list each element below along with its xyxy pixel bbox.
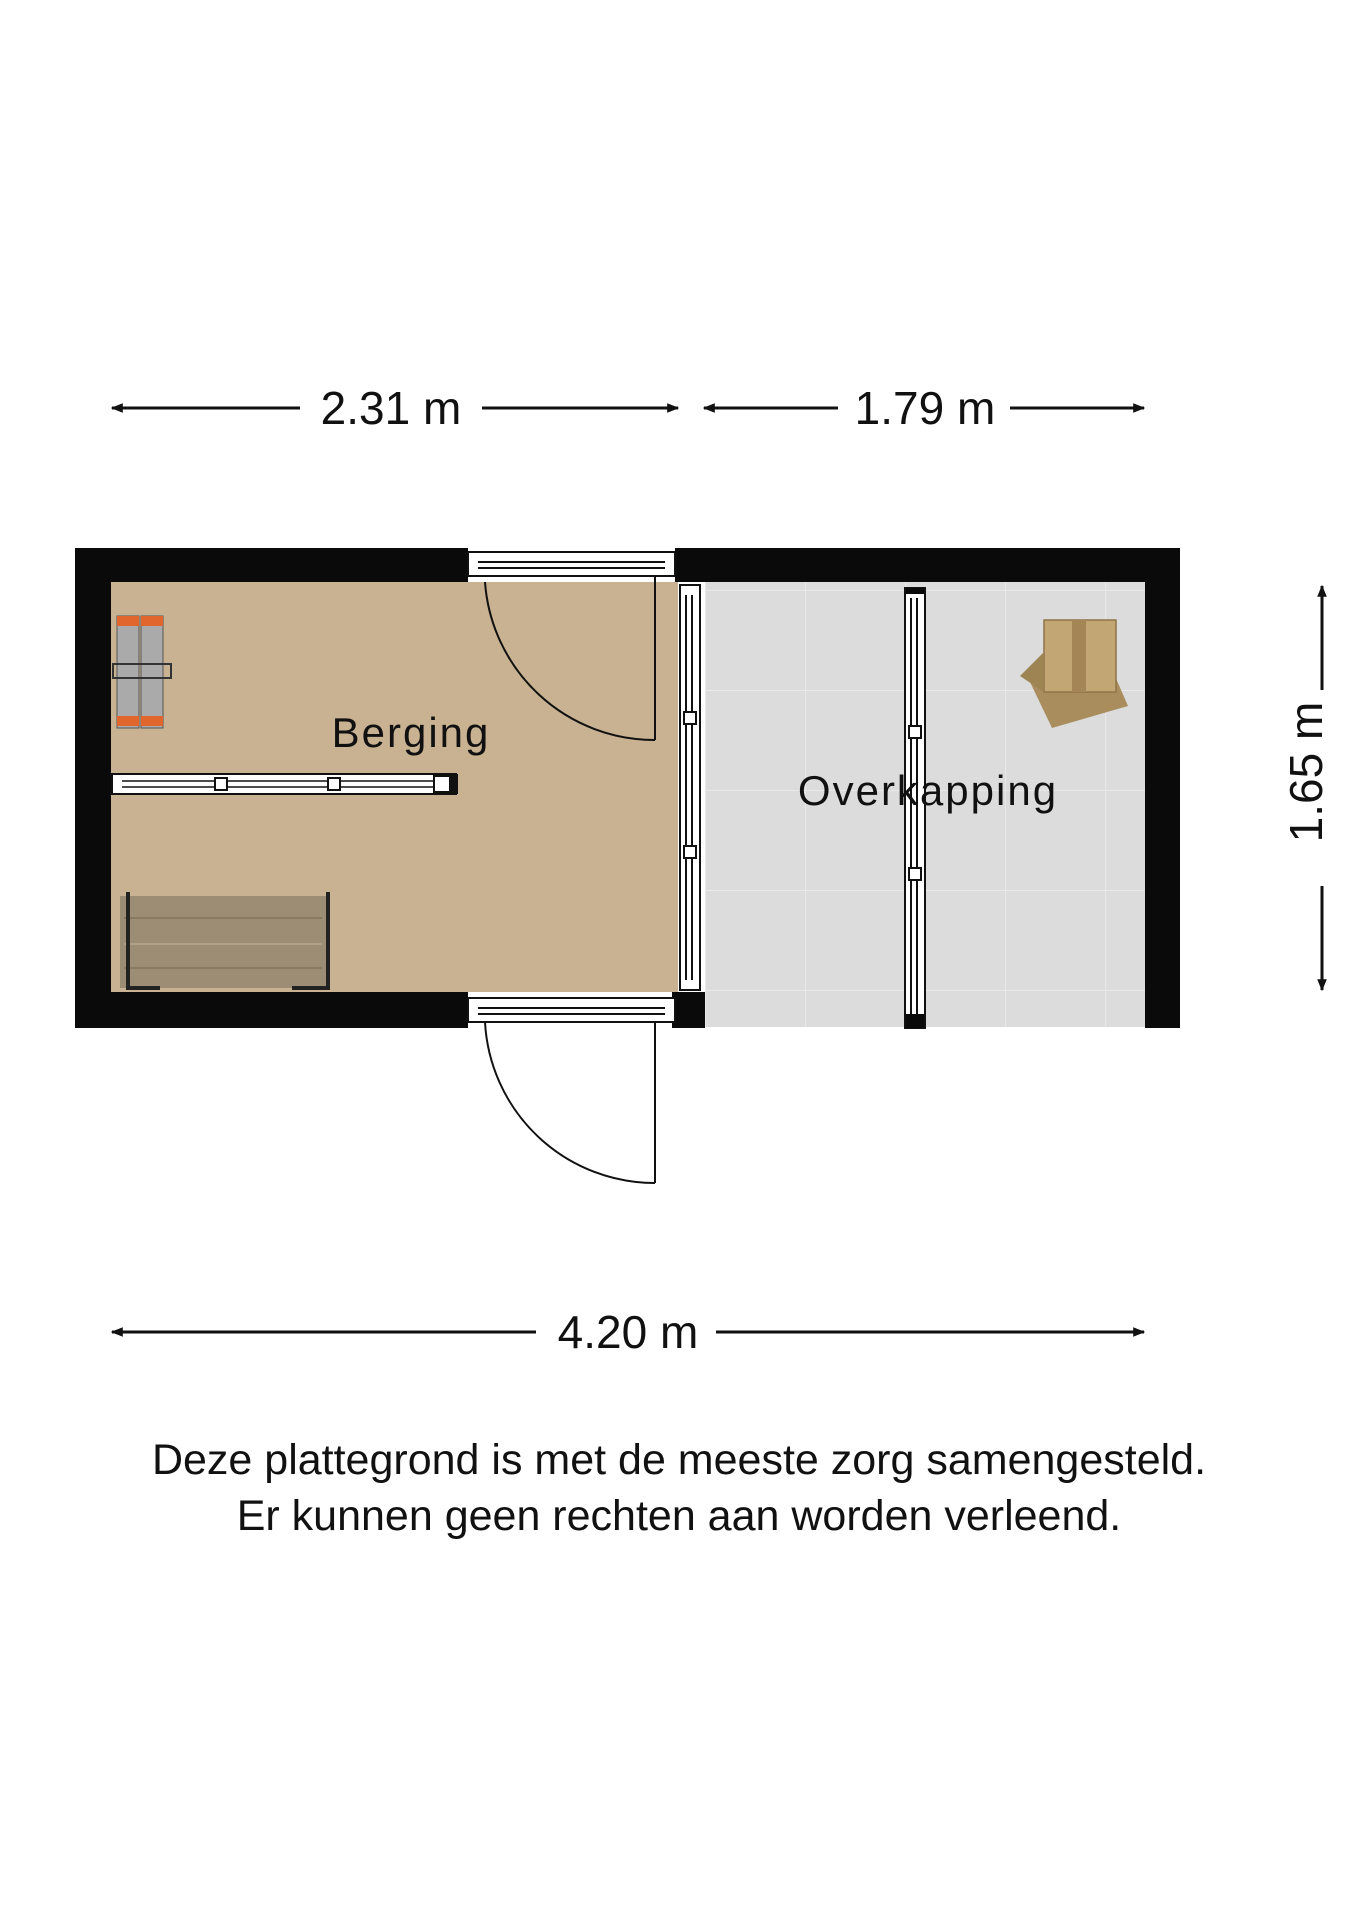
ladder-icon: [113, 616, 171, 728]
dimension-top-left: [112, 382, 678, 434]
dimension-label: 4.20 m: [557, 1306, 699, 1358]
dimension-label: 1.65 m: [1280, 701, 1332, 843]
room-label-storage: Berging: [331, 709, 491, 756]
dimension-label: 2.31 m: [320, 382, 462, 434]
disclaimer-line-1: Deze plattegrond is met de meeste zorg samengesteld.: [151, 1436, 1207, 1484]
dimension-top-right: [704, 382, 1144, 434]
canopy-post: [906, 1014, 924, 1028]
dimension-right: [1280, 586, 1332, 990]
disclaimer-line-2: Er kunnen geen rechten aan worden verleend.: [236, 1492, 1122, 1540]
workbench-icon: [120, 892, 328, 988]
room-label-canopy: Overkapping: [797, 767, 1059, 814]
dimension-bottom-total: [112, 1306, 1144, 1358]
dimension-label: 1.79 m: [854, 382, 996, 434]
shelf-icon: [112, 774, 458, 794]
canopy-post: [906, 588, 924, 594]
door-swing-icon: [485, 1022, 655, 1183]
